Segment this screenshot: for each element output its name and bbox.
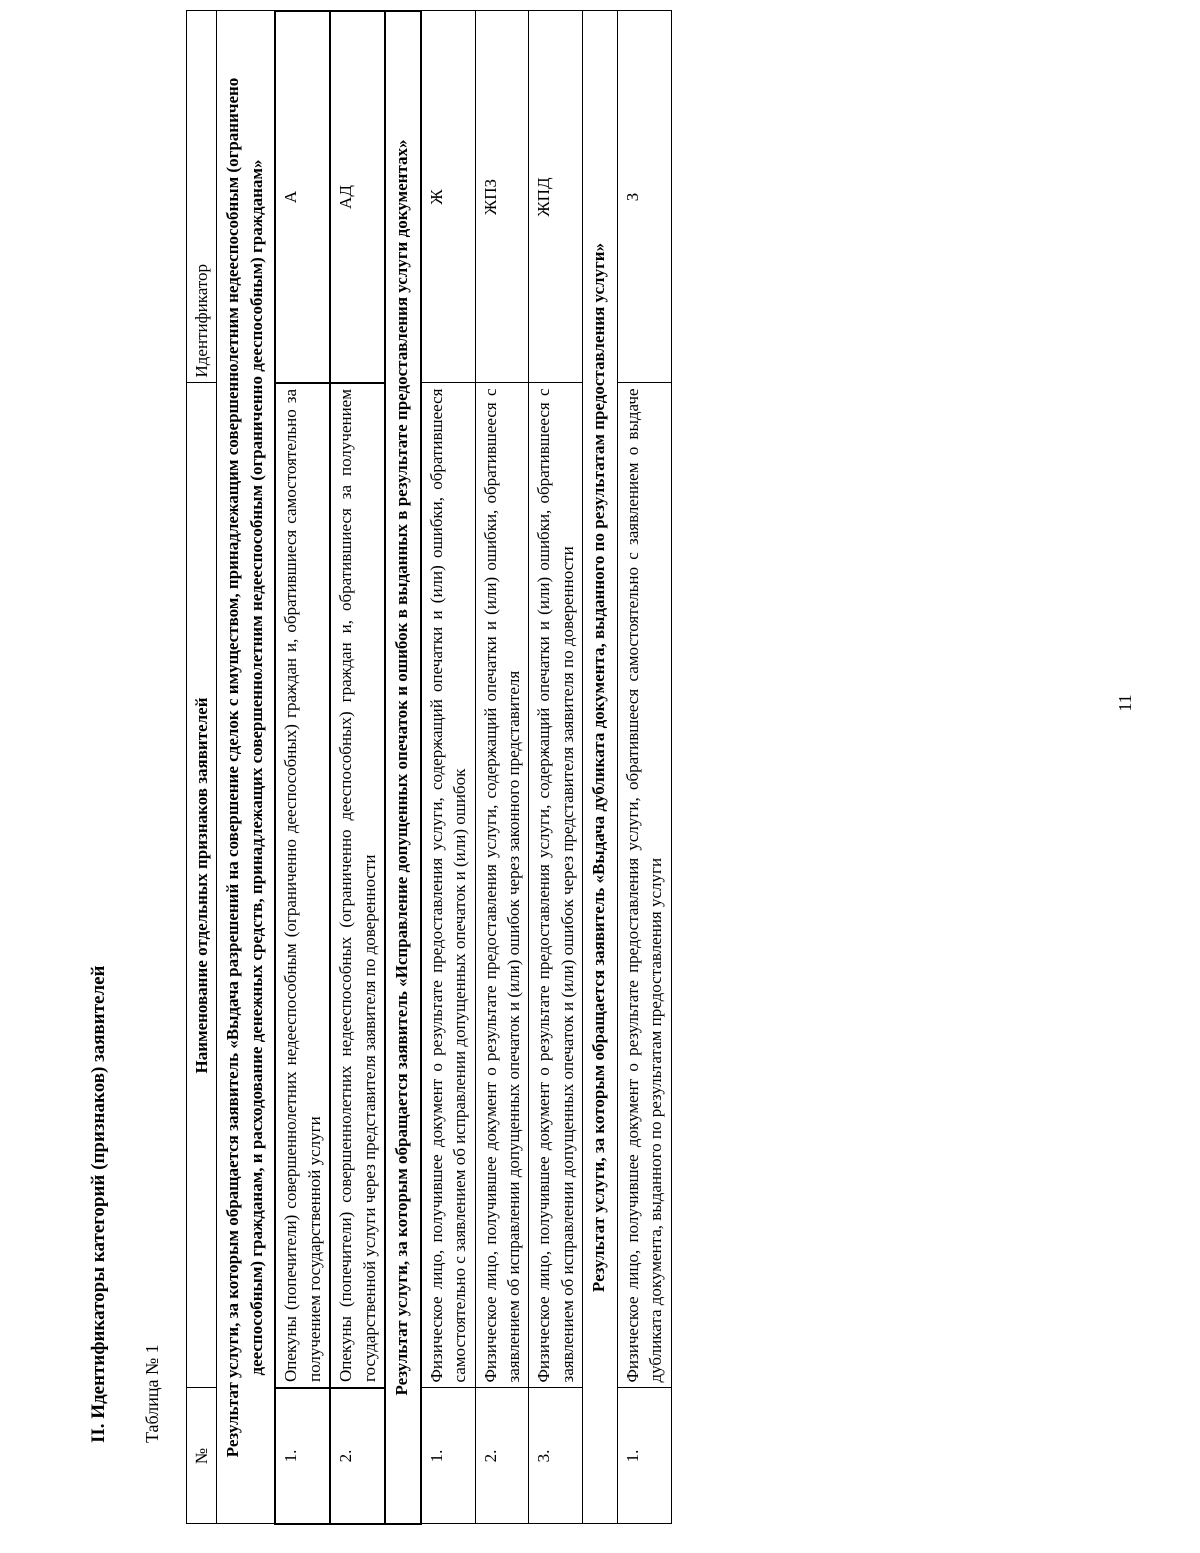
row-id: З [617,11,671,383]
row-num: 1. [421,1388,475,1524]
group-3 [583,11,671,1524]
group-title-row [385,11,420,1524]
group-title: Результат услуги, за которым обращается заявитель «Исправление допущенных опечаток и ошибок в выданных в результате предоставления услуги документах» [385,11,420,1524]
table-caption: Таблица № 1 [142,1344,162,1443]
row-num: 2. [475,1388,529,1524]
table-row [617,11,671,1524]
header-num: № [187,1388,217,1524]
row-id: А [275,11,330,383]
row-num: 3. [529,1388,583,1524]
group-2 [385,11,583,1524]
applicant-categories-table [186,10,672,1525]
table-row [475,11,529,1524]
row-name: Физическое лицо, получившее документ о результате предоставления услуги, содержащий опечатки и (или) ошибки, обратившееся самостоятельно с заявлением об исправлении допущенных опечаток и (или) ошибок [421,383,475,1388]
group-title-row [583,11,617,1524]
row-num: 1. [275,1388,330,1524]
row-name: Физическое лицо, получившее документ о результате предоставления услуги, обратившееся самостоятельно с заявлением о выдаче дубликата документа, выданного по результатам предоставления услуги [617,383,671,1388]
header-name: Наименование отдельных признаков заявителей [187,383,217,1388]
row-name: Физическое лицо, получившее документ о результате предоставления услуги, содержащий опечатки и (или) ошибки, обратившееся с заявлением об исправлении допущенных опечаток и (или) ошибок через законного представителя [475,383,529,1388]
row-num: 2. [330,1388,385,1524]
table-row [421,11,475,1524]
row-id: ЖПЗ [475,11,529,383]
group-1 [217,11,385,1524]
header-id: Идентификатор [187,11,217,383]
table-row [275,11,330,1524]
table-row [330,11,385,1524]
row-id: ЖПД [529,11,583,383]
section-title: II. Идентификаторы категорий (признаков) заявителей [88,965,109,1443]
row-id: Ж [421,11,475,383]
group-title-row [217,11,275,1524]
group-title: Результат услуги, за которым обращается заявитель «Выдача разрешений на совершение сделок с имуществом, принадлежащим совершеннолетним недееспособным (ограничено дееспособным) гражданам, и расходование денежных средств, принадлежащих совершеннолетним недееспособным (ограниченно дееспособным) гражданам» [217,11,275,1524]
row-id: АД [330,11,385,383]
row-num: 1. [617,1388,671,1524]
table-header-row [187,11,217,1524]
page-number: 11 [1115,694,1135,712]
row-name: Опекуны (попечители) совершеннолетних недееспособных (ограниченно дееспособных) граждан и, обратившиеся за получением государственной услуги через представителя заявителя по доверенности [330,383,385,1388]
group-title: Результат услуги, за которым обращается заявитель «Выдача дубликата документа, выданного по результатам предоставления услуги» [583,11,617,1524]
table-row [529,11,583,1524]
row-name: Опекуны (попечители) совершеннолетних недееспособным (ограниченно дееспособных) граждан и, обратившиеся самостоятельно за получением государственной услуги [275,383,330,1388]
row-name: Физическое лицо, получившее документ о результате предоставления услуги, содержащий опечатки и (или) ошибки, обратившееся с заявлением об исправлении допущенных опечаток и (или) ошибок через представителя заявителя по доверенности [529,383,583,1388]
